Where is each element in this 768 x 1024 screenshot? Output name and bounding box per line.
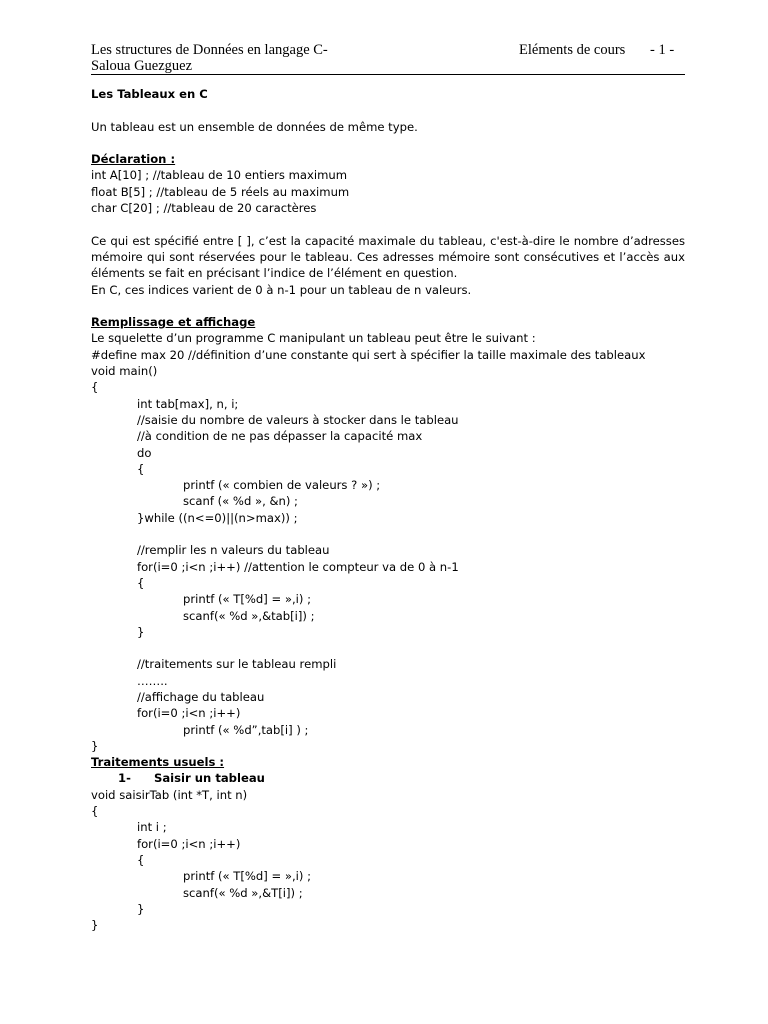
code-line: { <box>137 575 145 590</box>
document-body <box>91 86 685 933</box>
code-line: #define max 20 //définition d’une constante qui sert à spécifier la taille maximale des tableaux <box>91 347 646 362</box>
indices-text: En C, ces indices varient de 0 à n-1 pour un tableau de n valeurs. <box>91 282 472 297</box>
remplissage-intro: Le squelette d’un programme C manipulant un tableau peut être le suivant : <box>91 331 536 346</box>
code-line: } <box>137 624 145 639</box>
code-line: int A[10] ; //tableau de 10 entiers maximum <box>91 168 348 183</box>
code-line: } <box>91 918 99 933</box>
code-line: …….. <box>137 673 168 688</box>
code-line: //à condition de ne pas dépasser la capacité max <box>137 429 423 444</box>
header-page-number: - 1 - <box>650 42 675 58</box>
code-line: do <box>137 445 152 460</box>
code-line: scanf (« %d », &n) ; <box>183 494 298 509</box>
code-line: } <box>137 901 145 916</box>
code-line: } <box>91 738 99 753</box>
code-line: for(i=0 ;i<n ;i++) <box>137 706 241 721</box>
code-line: //traitements sur le tableau rempli <box>137 657 337 672</box>
code-line: scanf(« %d »,&tab[i]) ; <box>183 608 315 623</box>
header-section: Eléments de cours <box>519 42 626 58</box>
paragraph-line: éléments se fait en précisant l’indice de l’élément en question. <box>91 266 458 281</box>
code-line: //affichage du tableau <box>137 689 265 704</box>
code-line: printf (« combien de valeurs ? ») ; <box>183 478 381 493</box>
header-title: Les structures de Données en langage C- <box>91 42 328 58</box>
code-line: for(i=0 ;i<n ;i++) <box>137 836 241 851</box>
code-line: printf (« %d”,tab[i] ) ; <box>183 722 309 737</box>
code-line: { <box>91 380 99 395</box>
paragraph-line: mémoire qui sont réservées pour le tableau. Ces adresses mémoire sont consécutives et l’accès aux <box>91 249 685 264</box>
list-item-saisir-tableau <box>91 770 685 786</box>
code-line: { <box>91 804 99 819</box>
header-rule <box>91 74 685 75</box>
list-item-number: 1- <box>118 771 131 786</box>
remplissage-heading: Remplissage et affichage <box>91 315 256 330</box>
code-line: int i ; <box>137 820 167 835</box>
code-line: for(i=0 ;i<n ;i++) //attention le compteur va de 0 à n-1 <box>137 559 459 574</box>
paragraph-line: Ce qui est spécifié entre [ ], c’est la capacité maximale du tableau, c'est-à-dire le nombre d’adresses <box>91 233 685 248</box>
list-item-title: Saisir un tableau <box>154 771 265 786</box>
code-line: { <box>137 852 145 867</box>
code-line: }while ((n<=0)||(n>max)) ; <box>137 510 298 525</box>
capacity-paragraph <box>91 233 685 282</box>
code-line: char C[20] ; //tableau de 20 caractères <box>91 201 317 216</box>
intro-text: Un tableau est un ensemble de données de même type. <box>91 119 418 134</box>
code-line: //saisie du nombre de valeurs à stocker dans le tableau <box>137 412 459 427</box>
code-line: printf (« T[%d] = »,i) ; <box>183 869 312 884</box>
code-line: void main() <box>91 364 158 379</box>
code-line: scanf(« %d »,&T[i]) ; <box>183 885 303 900</box>
header-author: Saloua Guezguez <box>91 58 193 74</box>
code-line: float B[5] ; //tableau de 5 réels au maximum <box>91 184 350 199</box>
code-line: void saisirTab (int *T, int n) <box>91 787 248 802</box>
declaration-heading: Déclaration : <box>91 152 176 167</box>
code-line: printf (« T[%d] = »,i) ; <box>183 592 312 607</box>
code-line: int tab[max], n, i; <box>137 396 239 411</box>
section-title: Les Tableaux en C <box>91 87 208 101</box>
code-line: { <box>137 461 145 476</box>
code-line: //remplir les n valeurs du tableau <box>137 543 330 558</box>
traitements-heading: Traitements usuels : <box>91 755 225 770</box>
